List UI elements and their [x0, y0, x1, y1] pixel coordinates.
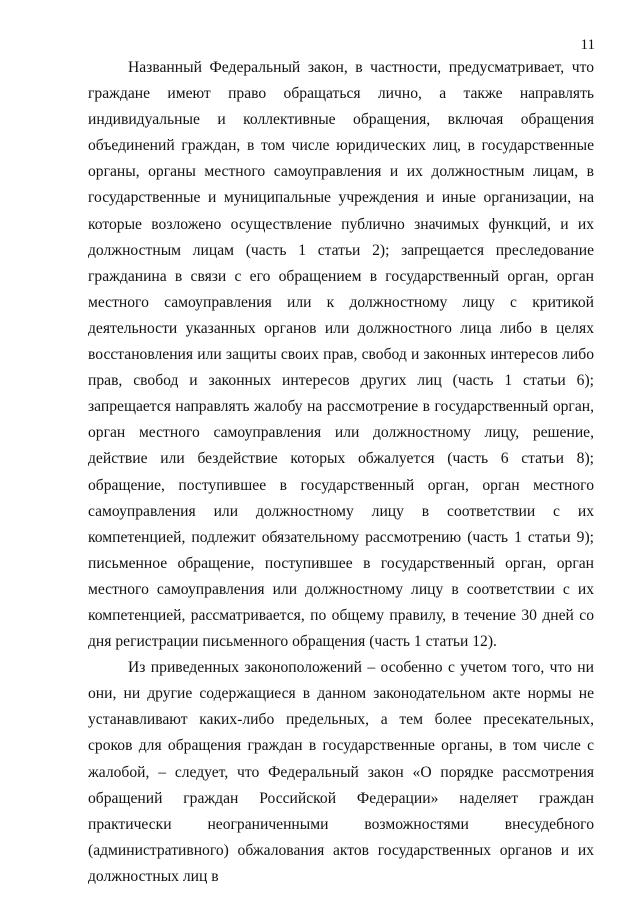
paragraph-1: Названный Федеральный закон, в частности, предусматривает, что граждане имеют право обращаться лично, а также направлять индивидуальные и коллективные обращения, включая обращения объединений граждан, в том числе юридических лиц, в государственные органы, органы местного самоуправления и их должностным лицам, в государственные и муниципальные учреждения и иные организации, на которые возложено осуществление публично значимых функций, и их должностным лицам (часть 1 статьи 2); запрещается преследование гражданина в связи с его обращением в государственный орган, орган местного самоуправления или к должностному лицу с критикой деятельности указанных органов или должностного лица либо в целях восстановления или защиты своих прав, свобод и законных интересов либо прав, свобод и законных интересов других лиц (часть 1 статьи 6); запрещается направлять жалобу на рассмотрение в государственный орган, орган местного самоуправления или должностному лицу, решение, действие или бездействие которых обжалуется (часть 6 статьи 8); обращение, поступившее в государственный орган, орган местного самоуправления или должностному лицу в соответствии с их компетенцией, подлежит обязательному рассмотрению (часть 1 статьи 9); письменное обращение, поступившее в государственный орган, орган местного самоуправления или должностному лицу в соответствии с их компетенцией, рассматривается, по общему правилу, в течение 30 дней со дня регистрации письменного обращения (часть 1 статьи 12).	[88, 59, 594, 651]
page-number: 11	[580, 37, 595, 53]
paragraph-2: Из приведенных законоположений – особенно с учетом того, что ни они, ни другие содержащиеся в данном законодательном акте нормы не устанавливают каких-либо предельных, а тем более пресекательных, сроков для обращения граждан в государственные органы, в том числе с жалобой, – следует, что Федеральный закон «О порядке рассмотрения обращений граждан Российской Федерации» наделяет граждан практически неограниченными возможностями внесудебного (административного) обжалования актов государственных органов и их должностных лиц в	[88, 659, 594, 885]
document-body	[88, 55, 594, 890]
